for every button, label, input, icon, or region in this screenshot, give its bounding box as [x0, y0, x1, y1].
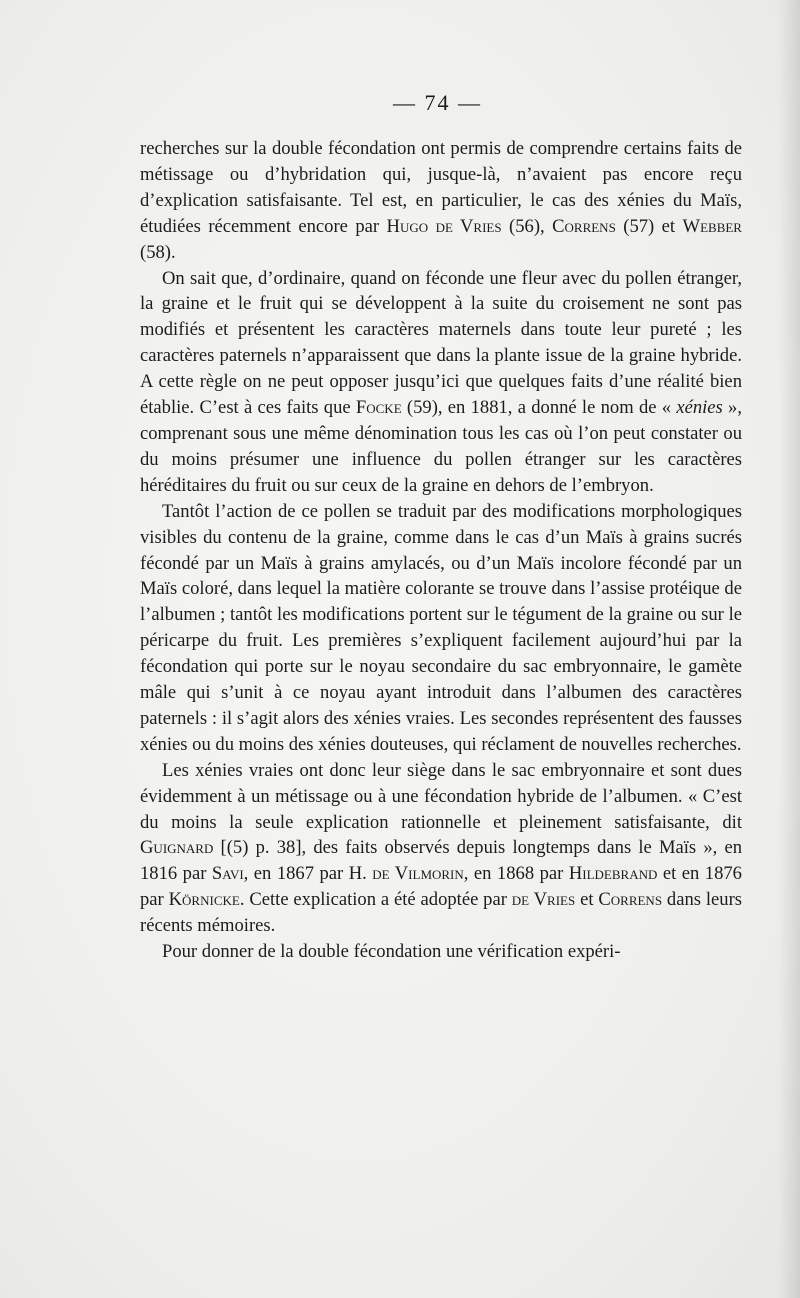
page-edge-shadow — [778, 0, 800, 1298]
text-run: , en 1868 par — [463, 863, 569, 885]
text-run: et en 1876 par — [140, 863, 742, 911]
text-run: [(5) p. 38], des faits observés depuis longtemps dans le Maïs », en 1816 par — [140, 837, 742, 885]
italic-term: xénies — [676, 397, 723, 419]
author-name: Guignard — [140, 837, 214, 859]
text-run: (56), — [501, 215, 553, 237]
author-name: Hugo de Vries — [386, 215, 502, 237]
author-name: Correns — [552, 215, 616, 237]
author-name: Hildebrand — [568, 863, 658, 885]
author-name: H. de Vilmorin — [348, 863, 464, 885]
paragraph — [140, 136, 742, 266]
paragraph — [140, 939, 742, 965]
author-name: Focke — [355, 397, 402, 419]
author-name: Webber — [682, 215, 742, 237]
text-run: Pour donner de la double fécondation une vérification expéri- — [162, 941, 621, 963]
text-run: Les xénies vraies ont donc leur siège dans le sac embryonnaire et sont dues évidemment à un métissage ou à une fécondation hybride de l’albumen. « C’est du moins la seule explication rationnelle et pleinement satisfaisante, dit — [140, 759, 742, 833]
text-run: recherches sur la double fécondation ont permis de comprendre certains faits de métissage ou d’hybridation qui, jusque-là, n’avaient pas encore reçu d’explication satisfaisante. Tel est, en particulier, le cas des xénies du Maïs, étudiées récemment encore par — [140, 138, 742, 237]
text-run: dans leurs récents mémoires. — [140, 889, 742, 937]
author-name: de Vries — [511, 889, 576, 911]
text-run: et — [575, 889, 599, 911]
body-text — [140, 136, 742, 965]
text-run: (58). — [140, 241, 176, 263]
author-name: Savi — [211, 863, 244, 885]
text-run: , en 1867 par — [243, 863, 349, 885]
text-run: (57) et — [615, 215, 683, 237]
text-run: Tantôt l’action de ce pollen se traduit par des modifications morphologiques visibles du contenu de la graine, comme dans le cas d’un Maïs à grains sucrés fécondé par un Maïs à grains amylacés, ou d’un Maïs incolore fécondé par un Maïs coloré, dans lequel la matière colorante se trouve dans l’assise protéique de l’albumen ; tantôt les modifications portent sur le tégument de la graine ou sur le péricarpe du fruit. Les premières s’expliquent facilement aujourd’hui par la fécondation qui porte sur le noyau secondaire du sac embryonnaire, le gamète mâle qui s’unit à ce noyau ayant introduit dans l’albumen des caractères paternels : il s’agit alors des xénies vraies. Les secondes représentent des fausses xénies ou du moins des xénies douteuses, qui réclament de nouvelles recherches. — [140, 500, 742, 755]
text-run: On sait que, d’ordinaire, quand on féconde une fleur avec du pollen étranger, la graine et le fruit qui se développent à la suite du croisement ne sont pas modifiés et présentent les caractères maternels dans toute leur pureté ; les caractères paternels n’apparaissent que dans la plante issue de la graine hybride. A cette règle on ne peut opposer jusqu’ici que quelques faits d’une réalité bien établie. C’est à ces faits que — [140, 267, 742, 419]
author-name: Körnicke — [168, 889, 240, 911]
text-run: », comprenant sous une même dénomination tous les cas où l’on peut constater ou du moins présumer une influence du pollen étranger sur les caractères héréditaires du fruit ou sur ceux de la graine en dehors de l’embryon. — [140, 397, 743, 496]
text-run: (59), en 1881, a donné le nom de « — [401, 397, 677, 419]
paragraph — [140, 499, 742, 758]
paragraph — [140, 266, 742, 499]
page-number: — 74 — — [393, 90, 482, 115]
paragraph — [140, 758, 742, 939]
author-name: Correns — [598, 889, 663, 911]
text-run: . Cette explication a été adoptée par — [239, 889, 512, 911]
